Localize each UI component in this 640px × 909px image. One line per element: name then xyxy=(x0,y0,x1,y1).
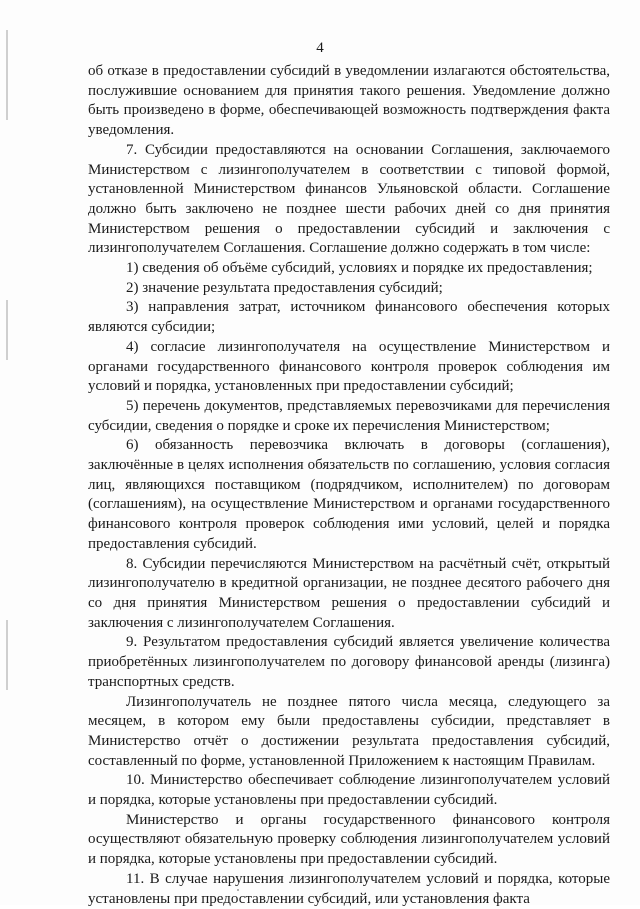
paragraph-item-11: 11. В случае нарушения лизингополучателем условий и порядка, которые установлены при предоставлении субсидий, или установления факта xyxy=(88,870,610,907)
scan-edge-mark xyxy=(6,300,8,360)
list-item-5: 5) перечень документов, представляемых перевозчиками для перечисления субсидии, сведения о порядке и сроке их перечисления Министерством; xyxy=(88,397,610,434)
paragraph-report: Лизингополучатель не позднее пятого числа месяца, следующего за месяцем, в котором ему были предоставлены субсидии, представляет в Министерство отчёт о достижении результата предоставления субсидий, составленный по форме, установленной Приложением к настоящим Правилам. xyxy=(88,693,610,769)
list-item-3: 3) направления затрат, источником финансового обеспечения которых являются субсидии; xyxy=(88,299,610,336)
paragraph-item-10: 10. Министерство обеспечивает соблюдение лизингополучателем условий и порядка, которые установлены при предоставлении субсидий. xyxy=(88,772,610,809)
list-item-2: 2) значение результата предоставления субсидий; xyxy=(126,279,443,296)
scan-edge-mark xyxy=(6,620,8,690)
paragraph-item-8: 8. Субсидии перечисляются Министерством на расчётный счёт, открытый лизингополучателю в кредитной организации, не позднее десятого рабочего дня со дня принятия Министерством решения о предоставлении субсидий и заключения с лизингополучателем Соглашения. xyxy=(88,555,610,631)
document-body xyxy=(88,62,610,909)
list-item-4: 4) согласие лизингополучателя на осуществление Министерством и органами государственного финансового контроля проверок соблюдения им условий и порядка, установленных при предоставлении субсидий; xyxy=(88,338,610,395)
paragraph-item-7: 7. Субсидии предоставляются на основании Соглашения, заключаемого Министерством с лизингополучателем в соответствии с типовой формой, установленной Министерством финансов Ульяновской области. Соглашение должно быть заключено не позднее шести рабочих дней со дня принятия Министерством решения о предоставлении субсидий и заключения с лизингополучателем Соглашения. Соглашение должно содержать в том числе: xyxy=(88,141,610,257)
paragraph-continuation: об отказе в предоставлении субсидий в уведомлении излагаются обстоятельства, послужившие основанием для принятия такого решения. Уведомление должно быть произведено в форме, обеспечивающей возможность подтверждения факта уведомления. xyxy=(88,63,610,139)
list-item-1: 1) сведения об объёме субсидий, условиях и порядке их предоставления; xyxy=(126,260,593,277)
list-item-6: 6) обязанность перевозчика включать в договоры (соглашения), заключённые в целях исполнения обязательств по соглашению, условия согласия лиц, являющихся поставщиком (подрядчиком, исполнителем) по договорам (соглашениям), на осуществление Министерством и органами государственного финансового контроля проверок соблюдения ими условий, целей и порядка предоставления субсидий. xyxy=(88,437,610,552)
paragraph-control: Министерство и органы государственного финансового контроля осуществляют обязательную проверку соблюдения лизингополучателем условий и порядка, которые установлены при предоставлении субсидий. xyxy=(88,811,610,868)
page-number: 4 xyxy=(316,40,324,56)
paragraph-item-9: 9. Результатом предоставления субсидий является увеличение количества приобретённых лизингополучателем по договору финансовой аренды (лизинга) транспортных средств. xyxy=(88,634,610,690)
